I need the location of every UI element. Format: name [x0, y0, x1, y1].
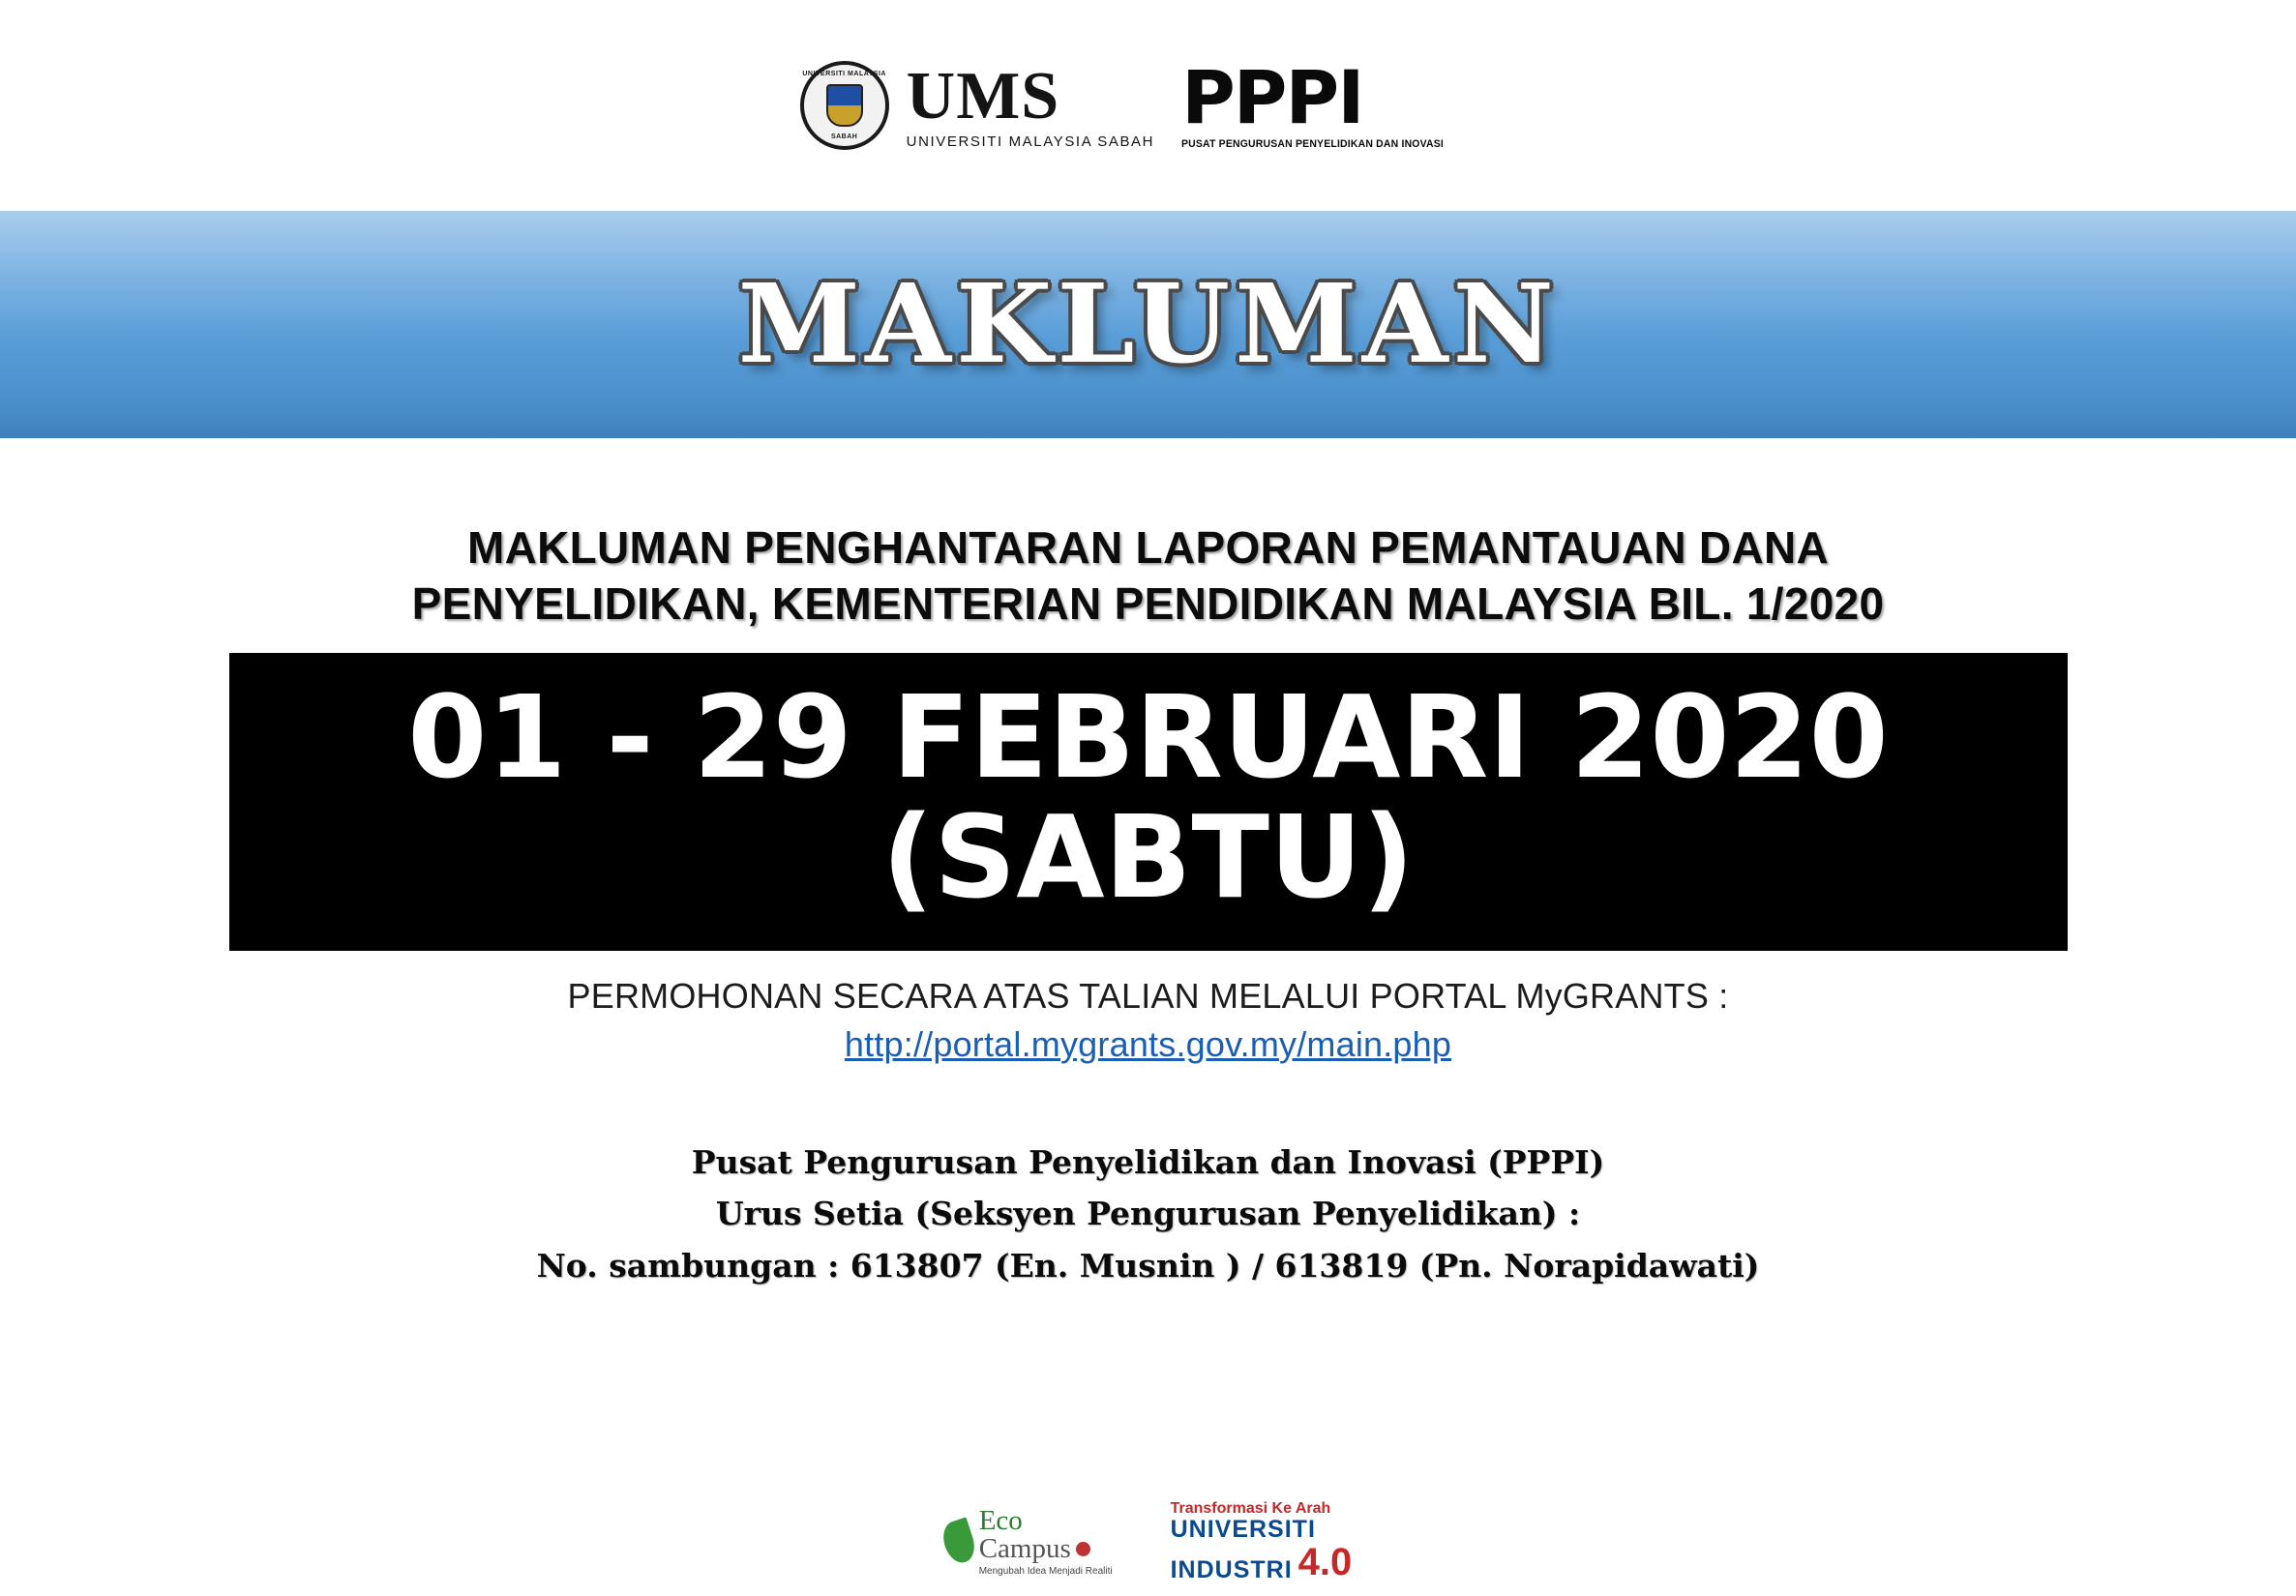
header-logo-bar [0, 0, 2296, 211]
ui40-row [1171, 1542, 1353, 1582]
contact-line-3: No. sambungan : 613807 (En. Musnin ) / 613819 (Pn. Norapidawati) [536, 1246, 1760, 1285]
crest-top-text: UNIVERSITI MALAYSIA [802, 71, 886, 77]
crest-shield-icon [826, 84, 863, 127]
university-industry-4-0-logo [1171, 1501, 1353, 1582]
date-line-2: (SABTU) [881, 789, 1415, 924]
apply-instruction: PERMOHONAN SECARA ATAS TALIAN MELALUI PORTAL MyGRANTS : [567, 975, 1729, 1016]
contact-line-2: Urus Setia (Seksyen Pengurusan Penyelidikan) : [715, 1195, 1581, 1233]
logo-group [800, 54, 1458, 150]
crest-bottom-text: SABAH [830, 133, 858, 140]
ui40-number: 4.0 [1297, 1541, 1353, 1583]
page-title [92, 520, 2204, 632]
ums-full-name: UNIVERSITI MALAYSIA SABAH [906, 133, 1155, 150]
headline-line-1: MAKLUMAN PENGHANTARAN LAPORAN PEMANTAUAN DANA [466, 522, 1830, 573]
contact-line-1: Pusat Pengurusan Penyelidikan dan Inovasi (PPPI) [691, 1142, 1605, 1181]
banner [0, 211, 2296, 438]
banner-title: MAKLUMAN [737, 261, 1559, 388]
ums-wordmark [906, 58, 1155, 150]
headline-line-2: PENYELIDIKAN, KEMENTERIAN PENDIDIKAN MALAYSIA BIL. 1/2020 [411, 577, 1885, 629]
footer-logo-bar [0, 1501, 2296, 1582]
eco-campus-wordmark [979, 1507, 1113, 1577]
pppi-full-name: PUSAT PENGURUSAN PENYELIDIKAN DAN INOVASI [1181, 138, 1445, 150]
ui40-line-1: Transformasi Ke Arah [1170, 1500, 1331, 1518]
eco-line-1: Eco [978, 1505, 1023, 1537]
eco-line-2 [979, 1535, 1113, 1563]
pppi-wordmark [1181, 54, 1457, 150]
eco-campus-word: Campus [978, 1533, 1071, 1565]
pppi-abbr: PPPI [1181, 54, 1363, 140]
date-line-1: 01 - 29 FEBRUARI 2020 [407, 670, 1889, 804]
ums-abbr: UMS [906, 58, 1060, 133]
eco-campus-logo [944, 1507, 1113, 1577]
ums-crest-icon [800, 61, 889, 150]
eco-seal-icon [1076, 1542, 1090, 1556]
contact-block [92, 1137, 2204, 1291]
leaf-icon [939, 1518, 979, 1567]
main-content [0, 520, 2296, 1291]
date-text [229, 670, 2068, 924]
ui40-line-2: UNIVERSITI [1170, 1516, 1316, 1543]
ui40-line-3: INDUSTRI [1170, 1556, 1293, 1583]
eco-tagline: Mengubah Idea Menjadi Realiti [978, 1566, 1113, 1578]
date-highlight-block [229, 653, 2068, 951]
mygrants-portal-link[interactable]: http://portal.mygrants.gov.my/main.php [844, 1023, 1452, 1064]
